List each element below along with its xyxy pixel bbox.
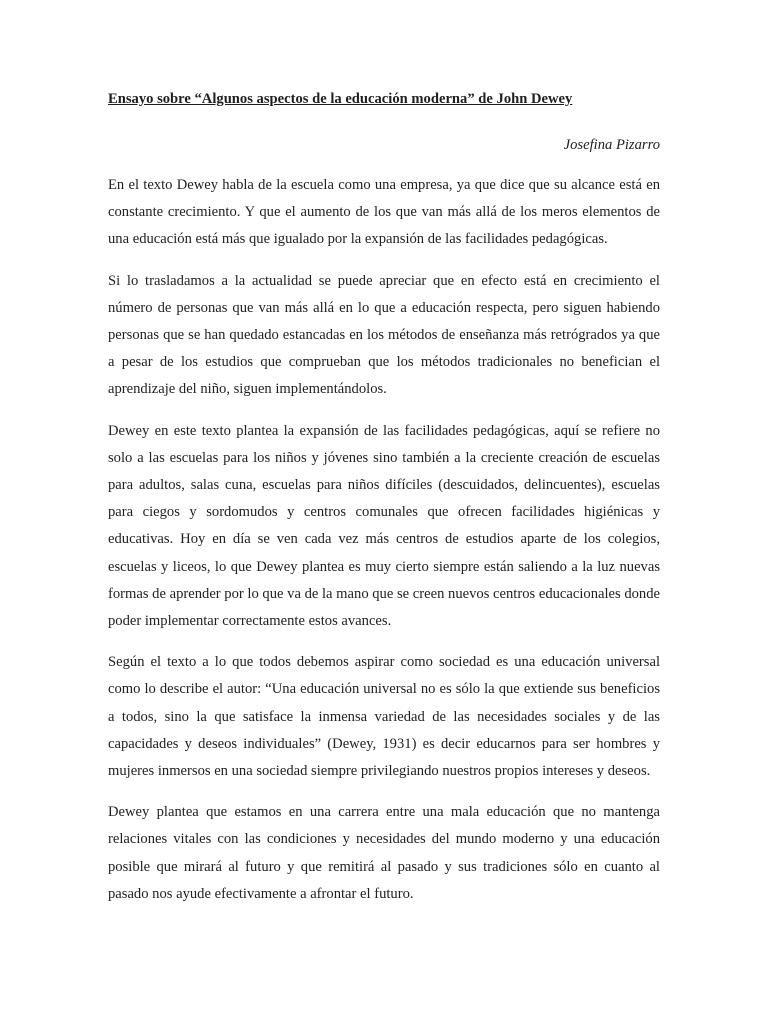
paragraph-1: En el texto Dewey habla de la escuela como una empresa, ya que dice que su alcance está en constante crecimiento. Y que el aumento de los que van más allá de los meros elementos de una educación está más que igualado por la expansión de las facilidades pedagógicas. — [108, 177, 660, 248]
paragraph-5: Dewey plantea que estamos en una carrera entre una mala educación que no mantenga relaciones vitales con las condiciones y necesidades del mundo moderno y una educación posible que mirará al futuro y que remitirá al pasado y sus tradiciones sólo en cuanto al pasado nos ayude efectivamente a afrontar el futuro. — [108, 804, 660, 902]
paragraph-3: Dewey en este texto plantea la expansión de las facilidades pedagógicas, aquí se refiere no solo a las escuelas para los niños y jóvenes sino también a la creciente creación de escuelas para adultos, salas cuna, escuelas para niños difíciles (descuidados, delincuentes), escuelas para ciegos y sordomudos y centros comunales que ofrecen facilidades higiénicas y educativas. Hoy en día se ven cada vez más centros de estudios aparte de los colegios, escuelas y liceos, lo que Dewey plantea es muy cierto siempre están saliendo a la luz nuevas formas de aprender por lo que va de la mano que se creen nuevos centros educacionales donde poder implementar correctamente estos avances. — [108, 422, 660, 630]
paragraph-4: Según el texto a lo que todos debemos aspirar como sociedad es una educación universal como lo describe el autor: “Una educación universal no es sólo la que extiende sus beneficios a todos, sino la que satisface la inmensa variedad de las necesidades sociales y de las capacidades y deseos individuales” (Dewey, 1931) es decir educarnos para ser hombres y mujeres inmersos en una sociedad siempre privilegiando nuestros propios intereses y deseos. — [108, 654, 660, 780]
paragraph-2: Si lo trasladamos a la actualidad se puede apreciar que en efecto está en crecimiento el número de personas que van más allá en lo que a educación respecta, pero siguen habiendo personas que se han quedado estancadas en los métodos de enseñanza más retrógrados ya que a pesar de los estudios que comprueban que los métodos tradicionales no benefician el aprendizaje del niño, siguen implementándolos. — [108, 272, 660, 398]
author-name: Josefina Pizarro — [563, 137, 660, 153]
essay-title: Ensayo sobre “Algunos aspectos de la educación moderna” de John Dewey — [108, 91, 573, 107]
